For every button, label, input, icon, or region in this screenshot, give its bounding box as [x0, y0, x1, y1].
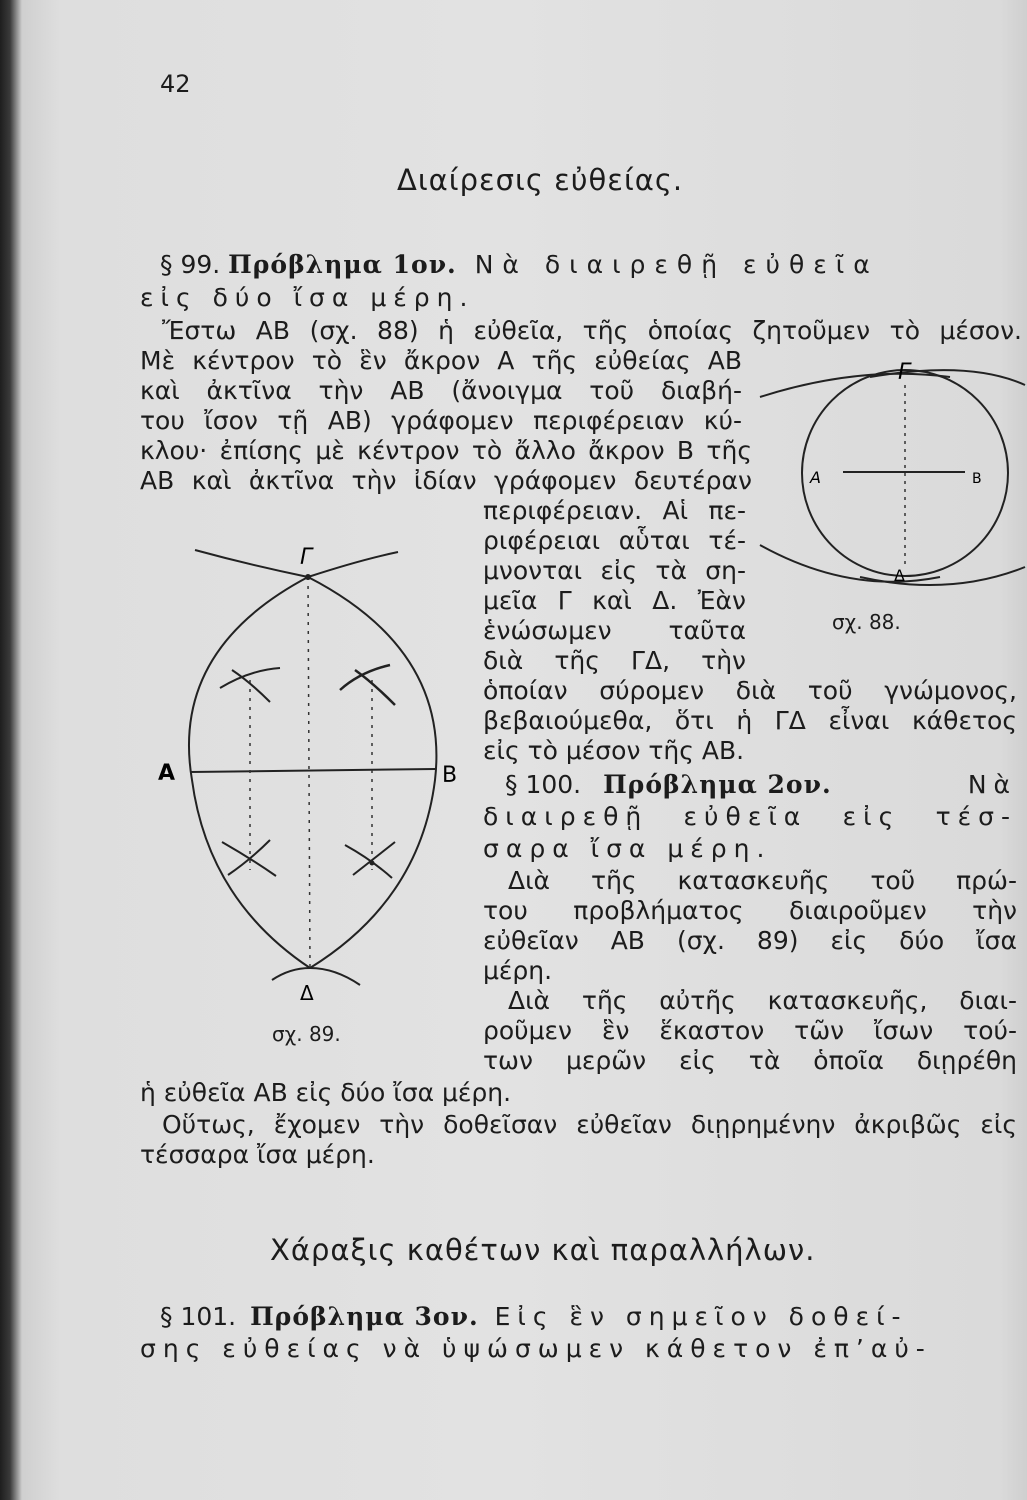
s99-statement: Νὰ διαιρεθῇ εὐθεῖα — [474, 250, 879, 279]
para99-line-11: διὰ τῆς ΓΔ, τὴν — [483, 646, 746, 675]
figure-89 — [150, 540, 470, 1010]
para99-line-3: του ἴσον τῇ ΑΒ) γράφομεν περιφέρειαν κύ- — [140, 406, 742, 435]
section-heading-perpendiculars: Χάραξις καθέτων καὶ παραλλήλων. — [270, 1233, 816, 1267]
s101-line2: σης εὐθείας νὰ ὑψώσωμεν κάθετον ἐπ’αὐ- — [140, 1334, 932, 1363]
para100-line-0: Διὰ τῆς κατασκευῆς τοῦ πρώ- — [508, 866, 1017, 895]
fig89-label-left: Α — [158, 761, 176, 786]
s100-line2: διαιρεθῇ εὐθεῖα εἰς τέσ- — [483, 802, 1017, 831]
para100-line-1: του προβλήματος διαιροῦμεν τὴν — [483, 896, 1017, 925]
s101-number: § 101. — [160, 1302, 237, 1331]
para99-line-13: βεβαιούμεθα, ὅτι ἡ ΓΔ εἶναι κάθετος — [483, 706, 1017, 735]
s99-line1 — [160, 250, 879, 280]
para99-line-14: εἰς τὸ μέσον τῆς ΑΒ. — [483, 736, 745, 765]
fig89-arc-top-right — [308, 552, 398, 577]
fig89-segment-ab — [190, 769, 435, 772]
para99-line-10: ἑνώσωμεν ταῦτα — [483, 616, 746, 645]
s100-line1 — [505, 770, 1017, 800]
para99-line-0: Ἔστω ΑΒ (σχ. 88) ἡ εὐθεῖα, τῆς ὁποίας ζητοῦμεν τὸ μέσον. — [162, 316, 1022, 345]
s101-problem-title: Πρόβλημα 3ον. — [250, 1302, 479, 1331]
para99-line-1: Μὲ κέντρον τὸ ἓν ἄκρον Α τῆς εὐθείας ΑΒ — [140, 346, 742, 375]
s99-line2: εἰς δύο ἴσα μέρη. — [140, 283, 475, 312]
s99-number: § 99. — [160, 250, 221, 279]
fig88-label-top: Γ — [898, 360, 911, 385]
para99-line-4: κλου· ἐπίσης μὲ κέντρον τὸ ἄλλο ἄκρον Β τῆς — [140, 436, 752, 465]
para99-line-8: μνονται εἰς τὰ ση- — [483, 556, 746, 585]
fig89-cross-upper-right-b — [355, 670, 395, 705]
fig88-caption: σχ. 88. — [832, 610, 901, 634]
para99-line-6: περιφέρειαν. Αἱ πε- — [483, 496, 746, 525]
para99-line-9: μεῖα Γ καὶ Δ. Ἐὰν — [483, 586, 746, 615]
fig89-arc-top-left — [195, 550, 308, 577]
fig89-point-right-lower — [370, 861, 375, 866]
para99-line-2: καὶ ἀκτῖνα τὴν ΑΒ (ἄνοιγμα τοῦ διαβή- — [140, 376, 742, 405]
s100-statement: Νὰ — [967, 770, 1017, 799]
fig89-label-right: Β — [442, 763, 458, 788]
para100-line-2: εὐθεῖαν ΑΒ (σχ. 89) εἰς δύο ἴσα — [483, 926, 1017, 955]
fig89-perpendicular-gd — [308, 577, 310, 968]
fig89-arc-bottom — [272, 968, 360, 985]
para99-line-5: ΑΒ καὶ ἀκτῖνα τὴν ἰδίαν γράφομεν δευτέραν — [140, 466, 752, 495]
para100-line-4: Διὰ τῆς αὐτῆς κατασκευῆς, διαι- — [508, 986, 1017, 1015]
para100-line-3: μέρη. — [483, 956, 553, 985]
fig88-arc-upper-left — [760, 374, 950, 397]
fig88-label-right: Β — [972, 471, 982, 487]
s101-line1 — [160, 1302, 908, 1332]
page-number: 42 — [160, 70, 191, 98]
fig88-label-left: Α — [810, 468, 821, 487]
fig89-point-g — [305, 574, 311, 580]
fig89-caption: σχ. 89. — [272, 1022, 341, 1046]
para100-line-5: ροῦμεν ἓν ἕκαστον τῶν ἴσων τού- — [483, 1016, 1017, 1045]
fig89-cross-upper-left-b — [232, 670, 270, 702]
s100-line3: σαρα ἴσα μέρη. — [483, 834, 772, 863]
section-heading-division: Διαίρεσις εὐθείας. — [397, 163, 684, 197]
fig89-label-top: Γ — [300, 545, 313, 570]
figure-88 — [740, 355, 1027, 605]
para100-line-6: των μερῶν εἰς τὰ ὁποῖα διῃρέθη — [483, 1046, 1017, 1075]
fig89-label-bottom: Δ — [300, 981, 314, 1005]
fig89-cross-lower-right-b — [353, 842, 395, 875]
para100-line-7: ἡ εὐθεῖα ΑΒ εἰς δύο ἴσα μέρη. — [140, 1078, 512, 1107]
para99-line-7: ριφέρειαι αὗται τέ- — [483, 526, 746, 555]
s100-problem-title: Πρόβλημα 2ον. — [603, 770, 832, 799]
para99-line-12: ὁποίαν σύρομεν διὰ τοῦ γνώμονος, — [483, 676, 1017, 705]
s101-statement: Εἰς ἓν σημεῖον δοθεί- — [494, 1302, 908, 1331]
s99-problem-title: Πρόβλημα 1ον. — [228, 250, 457, 279]
fig88-label-bottom: Δ — [894, 566, 905, 585]
s100-number: § 100. — [505, 770, 582, 799]
fig89-cross-upper-left-a — [220, 668, 280, 688]
para100-line-8: Οὕτως, ἔχομεν τὴν δοθεῖσαν εὐθεῖαν διῃρημένην ἀκριβῶς εἰς — [162, 1110, 1017, 1139]
para100-line-9: τέσσαρα ἴσα μέρη. — [140, 1140, 375, 1169]
